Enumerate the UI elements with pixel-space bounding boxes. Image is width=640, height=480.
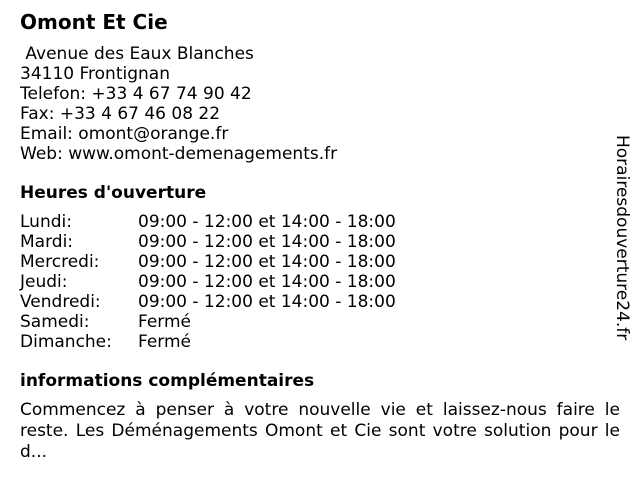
phone-number: Telefon: +33 4 67 74 90 42	[20, 84, 252, 104]
day-hours: 09:00 - 12:00 et 14:00 - 18:00	[138, 272, 396, 292]
site-watermark: Horairesdouverture24.fr	[612, 135, 632, 341]
hours-heading: Heures d'ouverture	[20, 183, 207, 203]
day-hours: 09:00 - 12:00 et 14:00 - 18:00	[138, 292, 396, 312]
hours-row-monday	[20, 212, 396, 232]
business-name: Omont Et Cie	[20, 10, 168, 34]
day-label: Lundi:	[20, 212, 72, 232]
day-label: Jeudi:	[20, 272, 68, 292]
day-hours: Fermé	[138, 312, 192, 332]
day-label: Mercredi:	[20, 252, 100, 272]
hours-row-thursday	[20, 272, 396, 292]
hours-row-saturday	[20, 312, 396, 332]
email-address: Email: omont@orange.fr	[20, 124, 229, 144]
hours-row-tuesday	[20, 232, 396, 252]
city-postcode: 34110 Frontignan	[20, 64, 170, 84]
day-label: Mardi:	[20, 232, 74, 252]
day-hours: 09:00 - 12:00 et 14:00 - 18:00	[138, 212, 396, 232]
info-heading: informations complémentaires	[20, 371, 315, 391]
hours-row-friday	[20, 292, 396, 312]
info-description: Commencez à penser à votre nouvelle vie et laissez-nous faire le reste. Les Déménagements Omont et Cie sont votre solution pour le d...	[20, 400, 620, 462]
business-card	[20, 10, 620, 463]
website: Web: www.omont-demenagements.fr	[20, 144, 338, 164]
hours-row-wednesday	[20, 252, 396, 272]
day-label: Dimanche:	[20, 332, 112, 352]
day-hours: Fermé	[138, 332, 192, 352]
fax-number: Fax: +33 4 67 46 08 22	[20, 104, 221, 124]
hours-table	[20, 212, 396, 352]
hours-row-sunday	[20, 332, 396, 352]
day-hours: 09:00 - 12:00 et 14:00 - 18:00	[138, 232, 396, 252]
day-label: Samedi:	[20, 312, 90, 332]
address-block	[20, 44, 620, 164]
street-address: Avenue des Eaux Blanches	[20, 44, 254, 64]
day-hours: 09:00 - 12:00 et 14:00 - 18:00	[138, 252, 396, 272]
day-label: Vendredi:	[20, 292, 101, 312]
